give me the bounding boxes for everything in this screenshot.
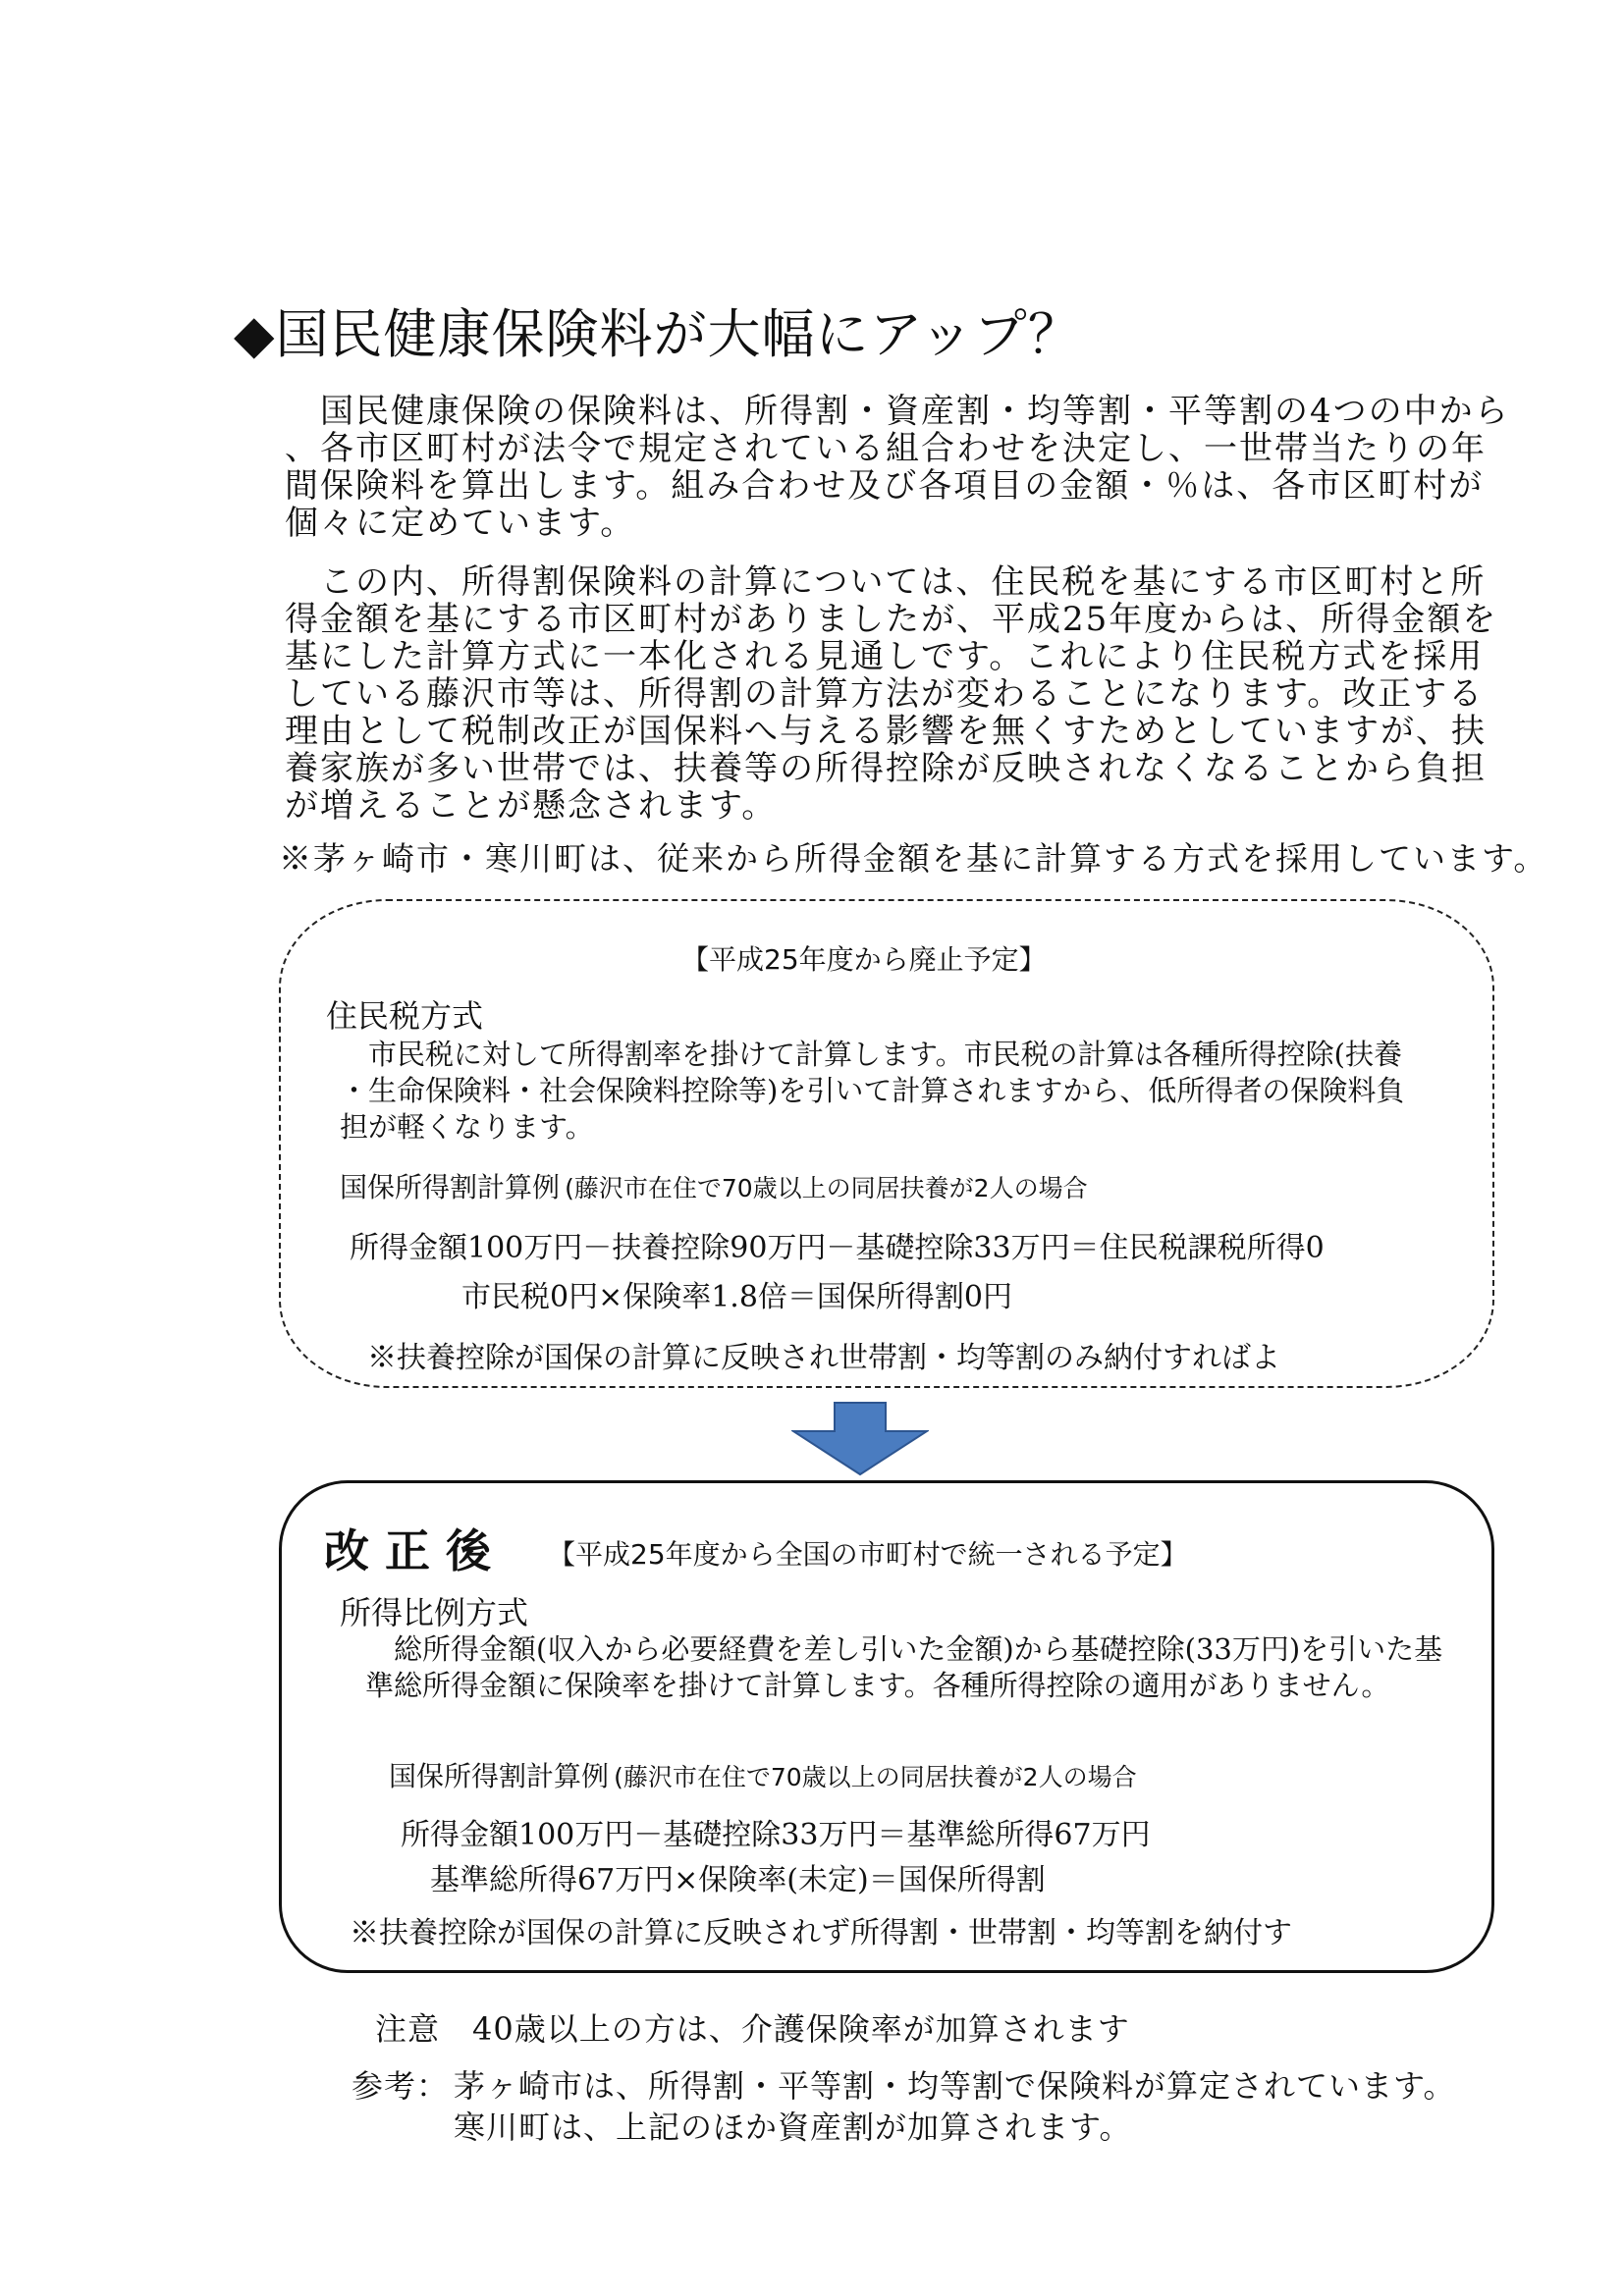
reference-label: 参考： xyxy=(352,2067,450,2105)
intro-paragraph-2 xyxy=(285,563,1497,825)
intro-p2-line: 得金額を基にする市区町村がありましたが、平成25年度からは、所得金額を xyxy=(285,600,1498,639)
before-heading: 住民税方式 xyxy=(326,997,484,1035)
after-heading: 改 正 後 xyxy=(324,1524,492,1577)
intro-p2-line: している藤沢市等は、所得割の計算方法が変わることになります。改正する xyxy=(285,674,1485,714)
before-note: ※扶養控除が国保の計算に反映され世帯割・均等割のみ納付すればよ xyxy=(367,1341,1280,1375)
intro-p2-line: 基にした計算方式に一本化される見通しです。これにより住民税方式を採用 xyxy=(285,637,1485,676)
before-calc-2: 市民税0円×保険率1.8倍＝国保所得割0円 xyxy=(461,1280,1013,1314)
after-note: ※扶養控除が国保の計算に反映されず所得割・世帯割・均等割を納付す xyxy=(350,1916,1292,1950)
intro-p2-line: 理由として税制改正が国保料へ与える影響を無くすためとしていますが、扶 xyxy=(285,712,1487,751)
after-subheading: 所得比例方式 xyxy=(340,1594,529,1631)
before-desc-line: ・生命保険料・社会保険料控除等)を引いて計算されますから、低所得者の保険料負 xyxy=(340,1074,1405,1107)
intro-p2-line: この内、所得割保険料の計算については、住民税を基にする市区町村と所 xyxy=(285,562,1487,602)
after-calc-2: 基準総所得67万円×保険率(未定)＝国保所得割 xyxy=(430,1863,1046,1897)
before-desc-line: 市民税に対して所得割率を掛けて計算します。市民税の計算は各種所得控除(扶養 xyxy=(340,1038,1402,1071)
intro-p1-line: 、各市区町村が法令で規定されている組合わせを決定し、一世帯当たりの年 xyxy=(285,429,1487,468)
intro-p2-line: が増えることが懸念されます。 xyxy=(285,786,778,826)
after-example-condition: (藤沢市在住で70歳以上の同居扶養が2人の場合 xyxy=(614,1763,1137,1791)
intro-p1-line: 間保険料を算出します。組み合わせ及び各項目の金額・％は、各市区町村が xyxy=(285,466,1485,506)
before-calc-1: 所得金額100万円－扶養控除90万円－基礎控除33万円＝住民税課税所得0 xyxy=(350,1231,1325,1265)
intro-note: ※茅ヶ崎市・寒川町は、従来から所得金額を基に計算する方式を採用しています。 xyxy=(279,839,1548,878)
after-example-title: 国保所得割計算例 xyxy=(389,1760,610,1792)
intro-p1-line: 国民健康保険の保険料は、所得割・資産割・均等割・平等割の4つの中から xyxy=(285,392,1510,431)
after-desc-line: 総所得金額(収入から必要経費を差し引いた金額)から基礎控除(33万円)を引いた基 xyxy=(365,1632,1443,1666)
intro-paragraph-1 xyxy=(285,393,1510,542)
after-description xyxy=(365,1631,1442,1704)
before-example-condition: (藤沢市在住で70歳以上の同居扶養が2人の場合 xyxy=(565,1174,1088,1202)
down-arrow-icon xyxy=(791,1402,929,1476)
reference-line-1: 茅ヶ崎市は、所得割・平等割・均等割で保険料が算定されています。 xyxy=(454,2067,1456,2105)
before-example-title: 国保所得割計算例 xyxy=(340,1171,561,1203)
before-example-heading xyxy=(340,1166,1088,1205)
intro-p2-line: 養家族が多い世帯では、扶養等の所得控除が反映されなくなることから負担 xyxy=(285,749,1487,788)
after-desc-line: 準総所得金額に保険率を掛けて計算します。各種所得控除の適用がありません。 xyxy=(365,1669,1390,1702)
caution-note: 注意 40歳以上の方は、介護保険率が加算されます xyxy=(375,2010,1130,2048)
before-description xyxy=(340,1037,1404,1146)
page-title: ◆国民健康保険料が大幅にアップ？ xyxy=(234,303,1082,365)
after-example-heading xyxy=(389,1755,1137,1794)
down-arrow-shape xyxy=(793,1403,927,1474)
intro-p1-line: 個々に定めています。 xyxy=(285,504,636,543)
after-tag: 【平成25年度から全国の市町村で統一される予定】 xyxy=(548,1538,1188,1571)
reference-line-2: 寒川町は、上記のほか資産割が加算されます。 xyxy=(454,2109,1132,2146)
before-desc-line: 担が軽くなります。 xyxy=(340,1110,594,1144)
before-tag: 【平成25年度から廃止予定】 xyxy=(681,943,1047,976)
after-calc-1: 所得金額100万円－基礎控除33万円＝基準総所得67万円 xyxy=(401,1818,1151,1852)
